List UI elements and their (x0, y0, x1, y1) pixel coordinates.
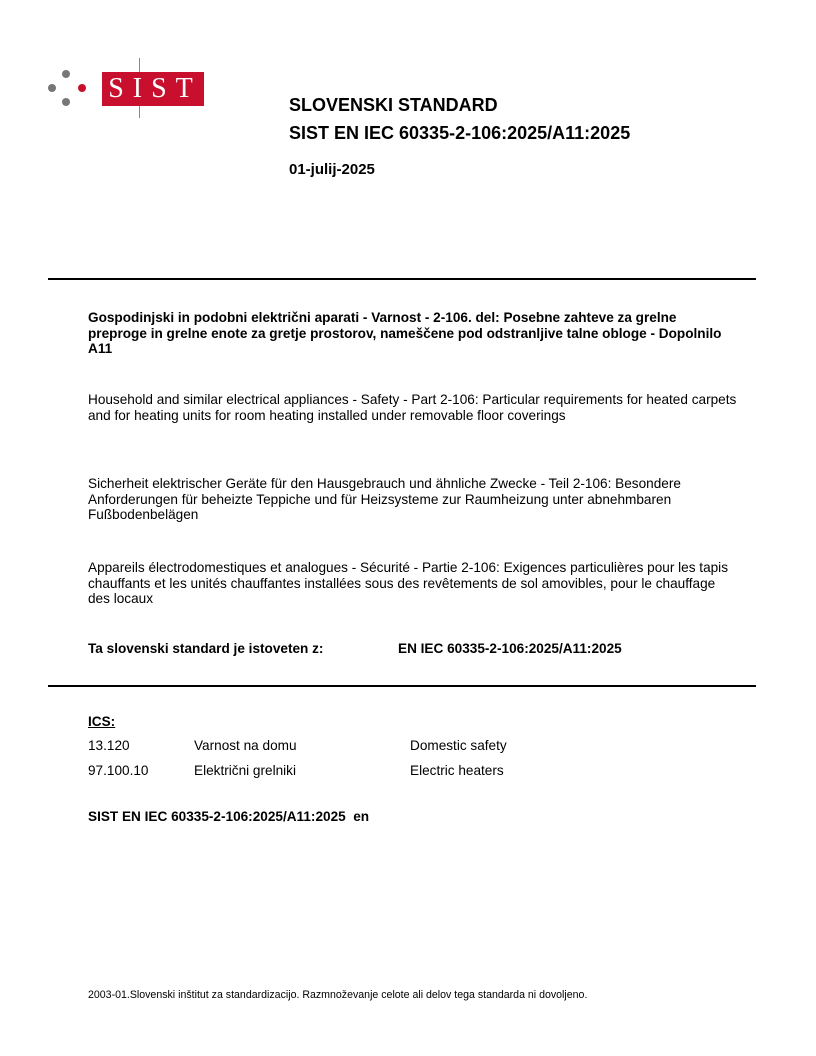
logo-dot-icon (48, 84, 56, 92)
standard-label: SLOVENSKI STANDARD (289, 95, 498, 115)
identical-label: Ta slovenski standard je istoveten z: (88, 641, 324, 656)
ics-slovenian: Električni grelniki (194, 763, 296, 778)
ics-code: 97.100.10 (88, 763, 149, 778)
standard-code: SIST EN IEC 60335-2-106:2025/A11:2025 (289, 123, 631, 143)
logo-dot-icon (62, 98, 70, 106)
footer-code: SIST EN IEC 60335-2-106:2025/A11:2025 en (88, 809, 370, 824)
bottom-divider (48, 685, 756, 687)
ics-slovenian: Varnost na domu (194, 738, 297, 753)
ics-code: 13.120 (88, 738, 130, 753)
logo-wordmark: SIST (102, 72, 204, 106)
logo-dot-icon (62, 70, 70, 78)
publication-date: 01-julij-2025 (289, 161, 375, 178)
ics-english: Domestic safety (410, 738, 507, 753)
identical-value: EN IEC 60335-2-106:2025/A11:2025 (398, 641, 622, 656)
title-german: Sicherheit elektrischer Geräte für den Hausgebrauch und ähnliche Zwecke - Teil 2-106: Besondere Anforderungen für beheizte Teppiche und für Heizsysteme zur Raumheizung unter abnehmbaren Fußbodenbelägen (88, 476, 681, 522)
copyright-notice: 2003-01.Slovenski inštitut za standardizacijo. Razmnoževanje celote ali delov tega standarda ni dovoljeno. (88, 989, 588, 1001)
ics-english: Electric heaters (410, 763, 504, 778)
ics-heading: ICS: (88, 714, 116, 729)
title-french: Appareils électrodomestiques et analogues - Sécurité - Partie 2-106: Exigences particulières pour les tapis chauffants et les unités chauffantes installées sous des revêtements de sol amovibles, pour le chauffage des locaux (88, 560, 729, 606)
title-english: Household and similar electrical appliances - Safety - Part 2-106: Particular requirements for heated carpets and for heating units for room heating installed under removable floor coverings (88, 392, 737, 423)
title-slovenian: Gospodinjski in podobni električni aparati - Varnost - 2-106. del: Posebne zahteve za grelne preproge in grelne enote za gretje prostorov, nameščene pod odstranljive talne obloge - Dopolnilo A11 (88, 310, 722, 356)
logo-dot-icon (78, 84, 86, 92)
top-divider (48, 278, 756, 280)
